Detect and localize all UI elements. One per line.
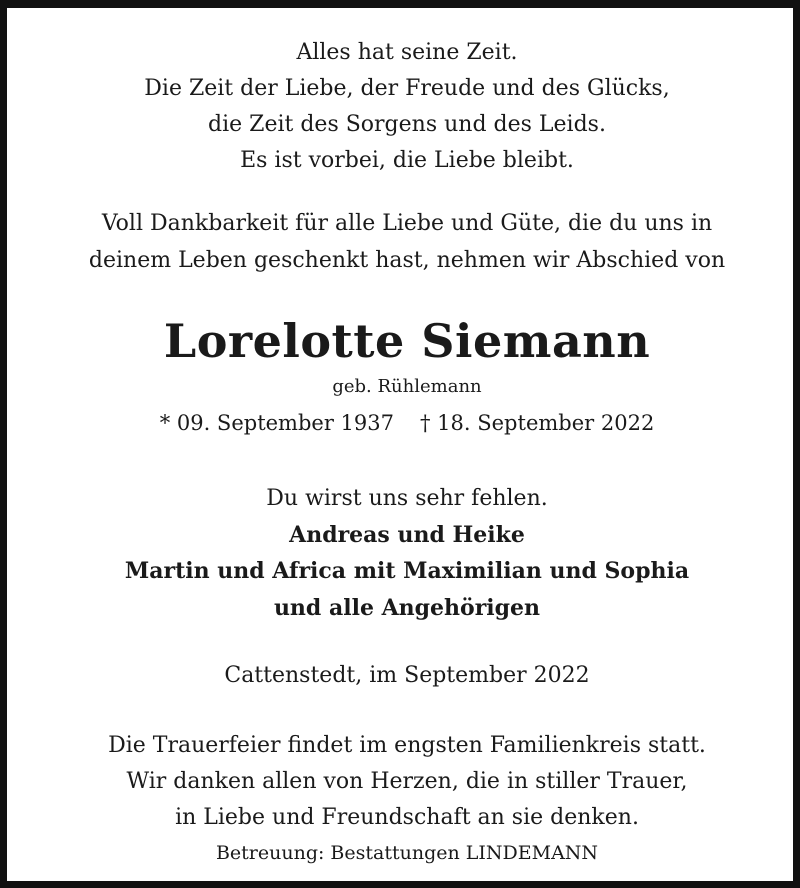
death-date: † 18. September 2022: [420, 411, 655, 435]
funeral-home-credit: Betreuung: Bestattungen LINDEMANN: [215, 842, 599, 864]
closing-line-2: Wir danken allen von Herzen, die in stiller Trauer,: [126, 769, 688, 794]
poem-line-1: Alles hat seine Zeit.: [296, 40, 518, 65]
maiden-name: geb. Rühlemann: [332, 376, 482, 397]
mourner-line-3: und alle Angehörigen: [273, 595, 541, 621]
deceased-name: Lorelotte Siemann: [163, 314, 651, 368]
life-dates: [7, 411, 800, 435]
intro-line-1: Voll Dankbarkeit für alle Liebe und Güte, die du uns in: [101, 211, 713, 236]
closing-line-1: Die Trauerfeier findet im engsten Familienkreis statt.: [108, 733, 706, 758]
place-date: Cattenstedt, im September 2022: [224, 663, 590, 688]
mourner-line-2: Martin und Africa mit Maximilian und Sophia: [124, 558, 690, 584]
mourner-line-1: Andreas und Heike: [289, 522, 525, 548]
poem-line-3: die Zeit des Sorgens und des Leids.: [208, 112, 606, 137]
intro-line-2: deinem Leben geschenkt hast, nehmen wir Abschied von: [88, 248, 726, 273]
poem-line-4: Es ist vorbei, die Liebe bleibt.: [240, 148, 574, 173]
birth-date: * 09. September 1937: [159, 411, 394, 435]
poem-line-2: Die Zeit der Liebe, der Freude und des Glücks,: [144, 76, 670, 101]
mourners-intro: Du wirst uns sehr fehlen.: [266, 486, 548, 511]
closing-line-3: in Liebe und Freundschaft an sie denken.: [175, 805, 639, 830]
